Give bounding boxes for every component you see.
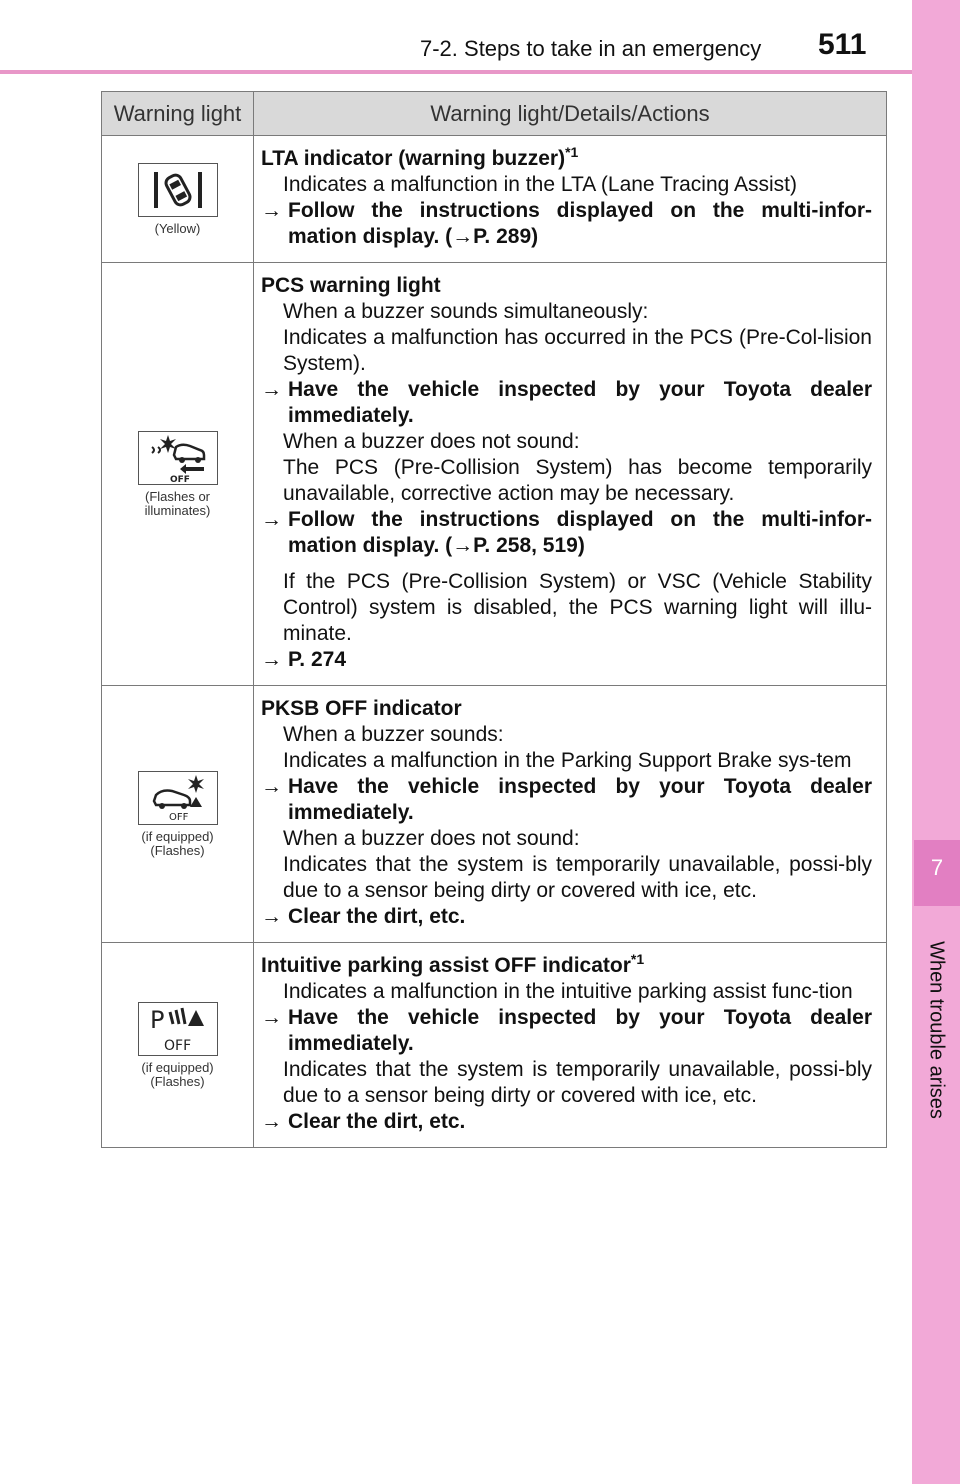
detail-text: Indicates a malfunction has occurred in the PCS (Pre-Col-lision System). <box>283 326 872 375</box>
arrow-right-icon: → <box>261 1006 282 1029</box>
arrow-right-icon: → <box>261 905 282 928</box>
warning-light-cell <box>102 686 254 943</box>
action-text: → Clear the dirt, etc. <box>261 1110 466 1133</box>
footnote-marker: *1 <box>565 144 579 160</box>
icon-caption-group <box>102 222 253 236</box>
action-text: → Have the vehicle inspected by your Toyota dealer immediately. <box>261 1006 872 1055</box>
page-number: 511 <box>818 28 867 61</box>
icon-caption-group <box>102 490 253 518</box>
icon-caption: (Flashes) <box>150 842 205 858</box>
svg-text:P: P <box>149 1005 164 1034</box>
parking-assist-off-icon <box>138 1002 218 1056</box>
details-cell <box>254 136 887 263</box>
details-cell <box>254 943 887 1148</box>
icon-caption: illuminates) <box>144 502 211 518</box>
action-text: → Have the vehicle inspected by your Toyota dealer immediately. <box>261 775 872 824</box>
col-header-details: Warning light/Details/Actions <box>254 92 887 136</box>
pcs-warning-icon <box>138 431 218 485</box>
arrow-right-icon: → <box>261 1110 282 1133</box>
warning-title: PCS warning light <box>261 274 441 297</box>
warning-light-cell <box>102 263 254 686</box>
action-text: → Have the vehicle inspected by your Toyota dealer immediately. <box>261 378 872 427</box>
table-row <box>102 263 887 686</box>
action-text: → Clear the dirt, etc. <box>261 905 466 928</box>
warning-light-table <box>101 91 887 1148</box>
details-cell <box>254 263 887 686</box>
warning-title: LTA indicator (warning buzzer)$^{*1}$ <box>261 144 579 170</box>
detail-text: When a buzzer does not sound: <box>283 827 580 850</box>
action-text: → P. 274 <box>261 648 347 671</box>
arrow-right-icon: → <box>261 648 282 671</box>
arrow-right-icon: → <box>261 775 282 798</box>
icon-caption: (if equipped) <box>141 1059 214 1075</box>
arrow-right-icon: → <box>261 199 282 222</box>
warning-light-cell <box>102 943 254 1148</box>
icon-caption: (Flashes or <box>144 488 211 504</box>
icon-caption: (if equipped) <box>141 828 214 844</box>
detail-text: When a buzzer sounds simultaneously: <box>283 300 649 323</box>
svg-text:OFF: OFF <box>168 811 188 823</box>
svg-text:OFF: OFF <box>163 1037 191 1054</box>
details-cell <box>254 686 887 943</box>
warning-title: PKSB OFF indicator <box>261 697 462 720</box>
chapter-side-tab <box>912 0 960 1484</box>
col-header-warning-light: Warning light <box>102 92 254 136</box>
icon-caption: (Yellow) <box>154 220 201 236</box>
detail-text: Indicates that the system is temporarily unavailable, possi-bly due to a sensor being dirty or covered with ice, etc. <box>283 1058 872 1107</box>
detail-text: When a buzzer sounds: <box>283 723 504 746</box>
header-rule <box>0 70 912 74</box>
warning-light-cell <box>102 136 254 263</box>
svg-text:OFF: OFF <box>169 474 190 483</box>
chapter-number: 7 <box>930 855 944 880</box>
lta-indicator-icon <box>138 163 218 217</box>
arrow-right-icon: → <box>261 508 282 531</box>
section-title: 7-2. Steps to take in an emergency <box>420 36 762 61</box>
icon-caption-group <box>102 830 253 858</box>
warning-title: Intuitive parking assist OFF indicator$^{*1}$ <box>261 951 645 977</box>
detail-text: Indicates a malfunction in the intuitive parking assist func-tion <box>283 980 853 1003</box>
detail-text: Indicates a malfunction in the LTA (Lane Tracing Assist) <box>283 173 797 196</box>
footnote-marker: *1 <box>630 951 645 967</box>
detail-text: When a buzzer does not sound: <box>283 430 580 453</box>
arrow-right-icon: → <box>261 378 282 401</box>
detail-text: Indicates that the system is temporarily unavailable, possi-bly due to a sensor being dirty or covered with ice, etc. <box>283 853 872 902</box>
table-row <box>102 136 887 263</box>
detail-text: If the PCS (Pre-Collision System) or VSC (Vehicle Stability Control) system is disabled, the PCS warning light will illu-minate. <box>283 570 872 645</box>
table-row <box>102 943 887 1148</box>
table-row <box>102 686 887 943</box>
chapter-label: When trouble arises <box>925 941 948 1119</box>
icon-caption: (Flashes) <box>150 1073 205 1089</box>
action-text: → Follow the instructions displayed on the multi-infor-mation display. (→P. 289) <box>261 199 872 248</box>
detail-text: Indicates a malfunction in the Parking Support Brake sys-tem <box>283 749 852 772</box>
action-text: → Follow the instructions displayed on the multi-infor-mation display. (→P. 258, 519) <box>261 508 872 557</box>
icon-caption-group <box>102 1061 253 1089</box>
pksb-off-icon <box>138 771 218 825</box>
detail-text: The PCS (Pre-Collision System) has become temporarily unavailable, corrective action may be necessary. <box>283 456 872 505</box>
